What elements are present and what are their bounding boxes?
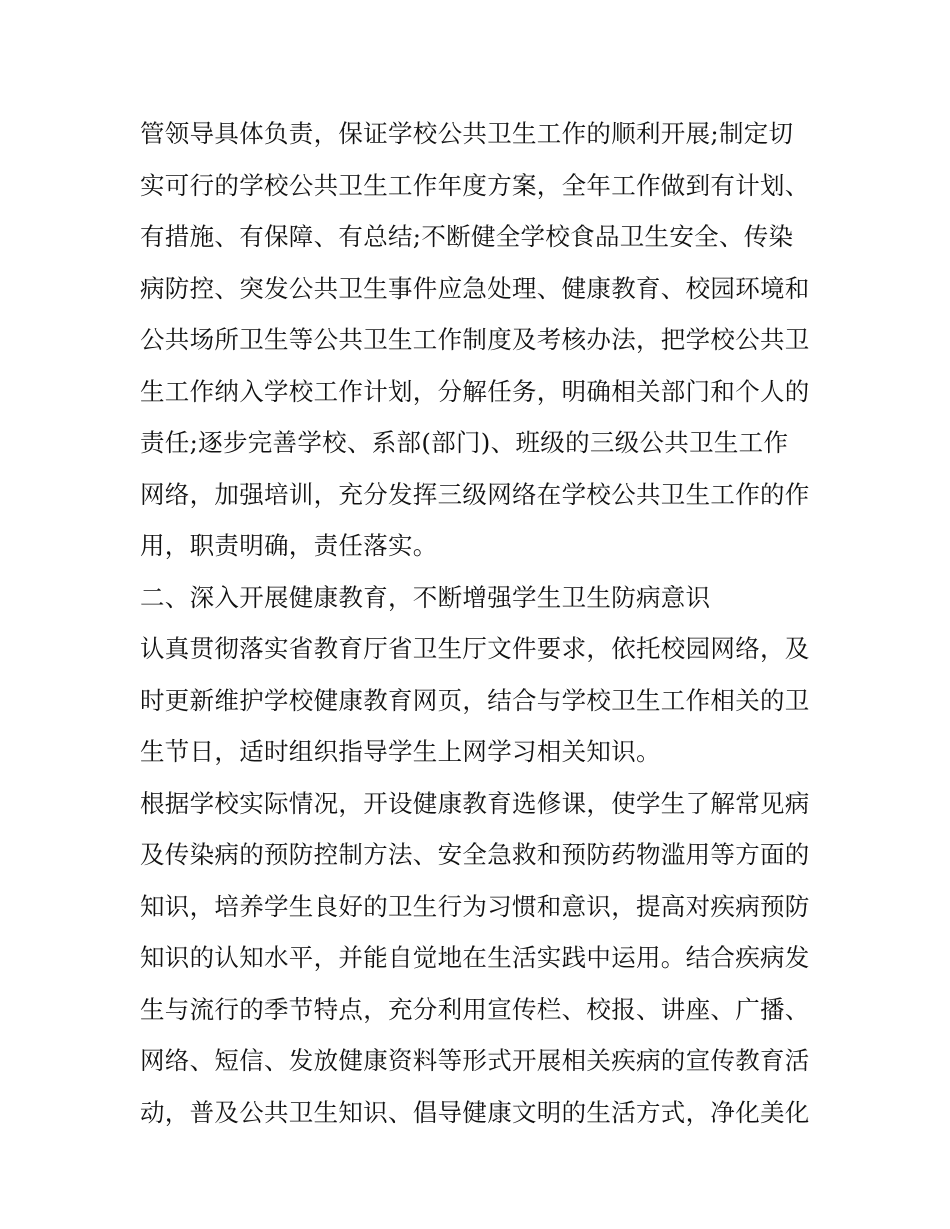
- text-line: 责任;逐步完善学校、系部(部门)、班级的三级公共卫生工作: [140, 428, 789, 457]
- text-line: 根据学校实际情况，开设健康教育选修课，使学生了解常见病: [140, 788, 810, 818]
- text-line: 认真贯彻落实省教育厅省卫生厅文件要求，依托校园网络，及: [140, 634, 810, 663]
- text-line: 网络，加强培训，充分发挥三级网络在学校公共卫生工作的作: [140, 479, 810, 509]
- body-text: [140, 108, 830, 1138]
- text-line: 管领导具体负责，保证学校公共卫生工作的顺利开展;制定切: [140, 119, 794, 148]
- section-heading: 二、深入开展健康教育，不断增强学生卫生防病意识: [140, 582, 711, 612]
- text-line: 公共场所卫生等公共卫生工作制度及考核办法，把学校公共卫: [140, 325, 810, 354]
- text-line: 时更新维护学校健康教育网页，结合与学校卫生工作相关的卫: [140, 685, 810, 715]
- text-line: 生节日，适时组织指导学生上网学习相关知识。: [140, 737, 661, 766]
- text-line: 知识，培养学生良好的卫生行为习惯和意识，提高对疾病预防: [140, 891, 810, 921]
- text-line: 实可行的学校公共卫生工作年度方案，全年工作做到有计划、: [140, 170, 810, 200]
- text-line: 生与流行的季节特点，充分利用宣传栏、校报、讲座、广播、: [140, 994, 810, 1024]
- text-line: 病防控、突发公共卫生事件应急处理、健康教育、校园环境和: [140, 273, 810, 303]
- text-line: 有措施、有保障、有总结;不断健全学校食品卫生安全、传染: [140, 222, 794, 251]
- text-line: 用，职责明确，责任落实。: [140, 531, 438, 560]
- text-line: 生工作纳入学校工作计划，分解任务，明确相关部门和个人的: [140, 376, 810, 406]
- text-line: 知识的认知水平，并能自觉地在生活实践中运用。结合疾病发: [140, 943, 810, 972]
- text-line: 及传染病的预防控制方法、安全急救和预防药物滥用等方面的: [140, 840, 810, 869]
- text-line: 网络、短信、发放健康资料等形式开展相关疾病的宣传教育活: [140, 1046, 810, 1075]
- text-line: 动，普及公共卫生知识、倡导健康文明的生活方式，净化美化: [140, 1097, 810, 1127]
